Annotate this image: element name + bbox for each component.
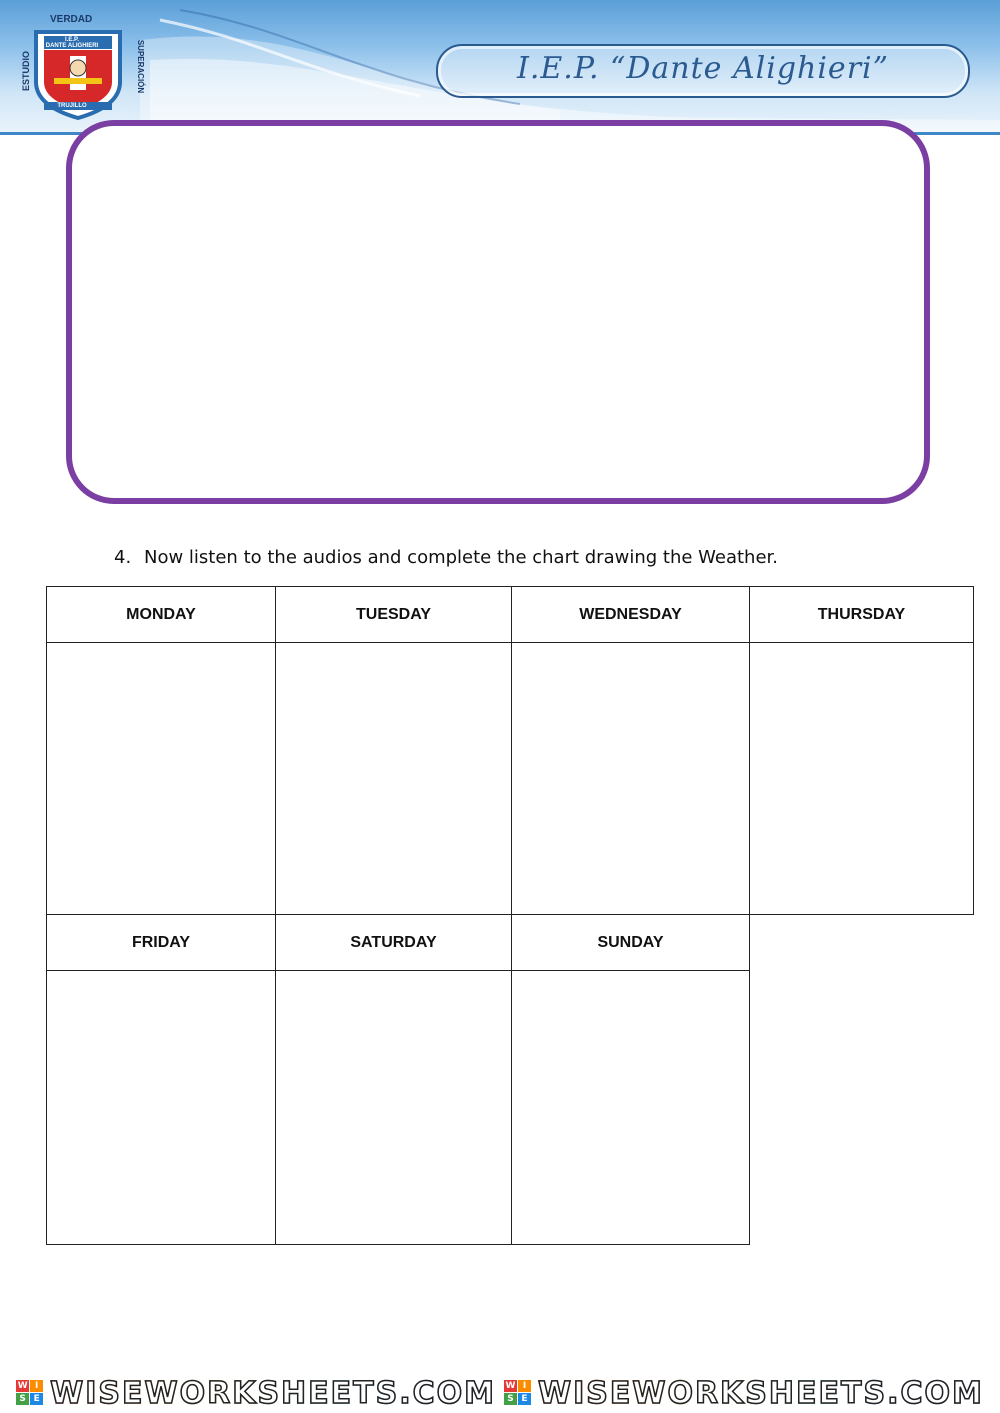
watermark-right [504,1376,984,1411]
day-header-sunday: SUNDAY [511,914,750,971]
day-drawing-cell-saturday[interactable] [275,970,512,1245]
day-drawing-cell-sunday[interactable] [511,970,750,1245]
wiseworksheets-logo-icon: W I S E [16,1380,46,1406]
day-drawing-cell-wednesday[interactable] [511,642,750,915]
day-drawing-cell-friday[interactable] [46,970,276,1245]
day-drawing-cell-thursday[interactable] [749,642,974,915]
watermark-text: WISEWORKSHEETS.COM [538,1375,984,1411]
day-header-saturday: SATURDAY [275,914,512,971]
day-drawing-cell-tuesday[interactable] [275,642,512,915]
drawing-area[interactable] [66,120,930,504]
watermark-left [16,1376,496,1411]
footer-watermark [0,1375,1000,1411]
crest-shield-line2: DANTE ALIGHIERI [45,43,99,49]
day-header-tuesday: TUESDAY [275,586,512,643]
header-banner [0,0,1000,135]
school-crest [14,10,146,122]
day-header-thursday: THURSDAY [749,586,974,643]
crest-top-word: VERDAD [50,14,93,25]
exercise-text: Now listen to the audios and complete the chart drawing the Weather. [144,547,779,568]
crest-left-word: ESTUDIO [21,50,32,92]
exercise-instruction [114,547,778,568]
wiseworksheets-logo-icon: W I S E [504,1380,534,1406]
exercise-number: 4. [114,547,132,568]
day-header-monday: MONDAY [46,586,276,643]
school-title-frame [436,44,970,98]
crest-shield-line1: I.E.P. [65,37,79,43]
day-drawing-cell-monday[interactable] [46,642,276,915]
crest-shield-bottom: TRUJILLO [57,103,87,109]
crest-right-word: SUPERACIÓN [136,39,146,94]
day-header-friday: FRIDAY [46,914,276,971]
day-header-wednesday: WEDNESDAY [511,586,750,643]
watermark-text: WISEWORKSHEETS.COM [50,1375,496,1411]
school-title: I.E.P. “Dante Alighieri” [517,51,889,86]
